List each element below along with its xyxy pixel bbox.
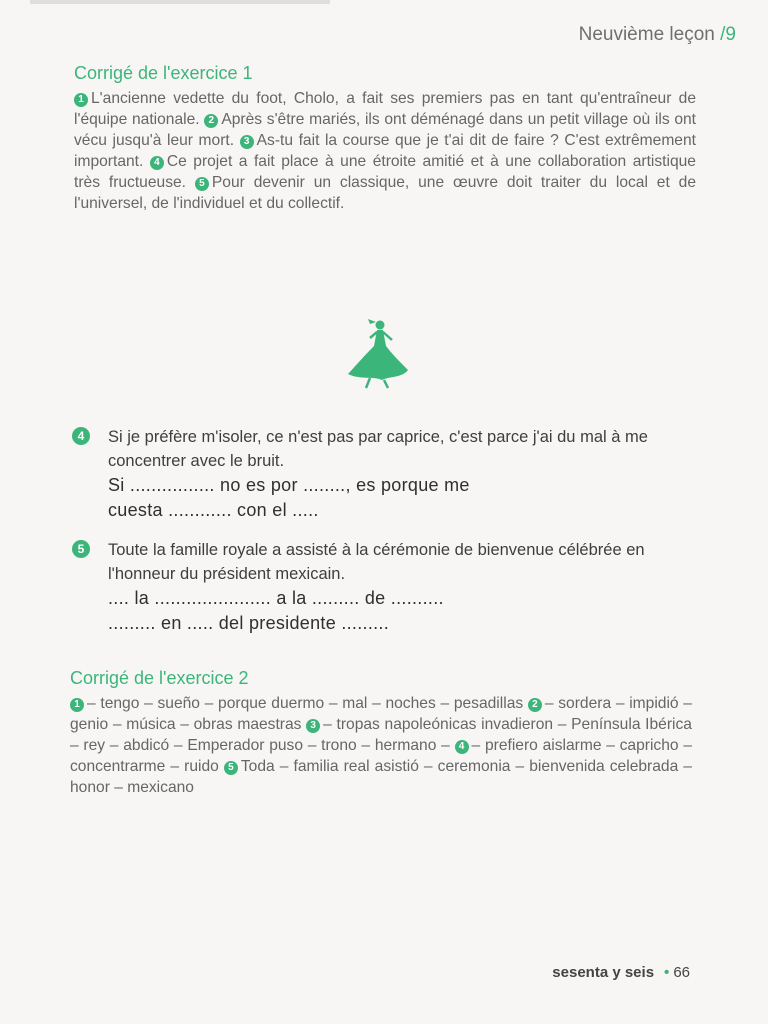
corrige-2-item: – tropas napoleónicas invadieron – Península Ibérica – rey – abdicó – Emperador puso – trono – hermano –	[70, 716, 692, 754]
item-number-badge: 5	[224, 761, 238, 775]
exercise-item-5	[72, 538, 702, 636]
exercise-prompt: Si je préfère m'isoler, ce n'est pas par caprice, c'est parce j'ai du mal à me concentrer avec le bruit.	[108, 428, 648, 470]
item-number-badge: 1	[70, 698, 84, 712]
corrige-2-item: Toda – familia real asistió – ceremonia – bienvenida celebrada – honor – mexicano	[70, 758, 692, 796]
page-edge-decoration	[30, 0, 330, 4]
answer-line: .... la ...................... a la ......... de ..........	[108, 588, 444, 608]
corrige-1-text	[74, 88, 696, 214]
corrige-1-title: Corrigé de l'exercice 1	[74, 63, 253, 83]
corrige-1-item: Après s'être mariés, ils ont déménagé dans un petit village où ils ont vécu jusqu'à leur mort.	[74, 111, 696, 149]
item-number-badge: 5	[195, 177, 209, 191]
corrige-1-item: As-tu fait la course que je t'ai dit de faire ? C'est extrêmement important.	[74, 132, 696, 170]
corrige-2-item: – prefiero aislarme – capricho – concentrarme – ruido	[70, 737, 692, 775]
corrige-2-text	[70, 693, 692, 798]
bullet-icon: •	[664, 964, 670, 981]
page-footer	[552, 964, 690, 981]
item-number-badge: 2	[204, 114, 218, 128]
item-number-badge: 1	[74, 93, 88, 107]
item-number-badge: 3	[306, 719, 320, 733]
exercise-number-badge: 4	[72, 427, 90, 445]
running-header	[579, 24, 736, 46]
answer-line: ......... en ..... del presidente .........	[108, 613, 390, 633]
page-number: 66	[673, 964, 690, 981]
item-number-badge: 3	[240, 135, 254, 149]
page-number-words: sesenta y seis	[552, 964, 655, 981]
lesson-slash: /	[720, 24, 726, 45]
lesson-title: Neuvième leçon	[578, 24, 715, 45]
exercise-prompt: Toute la famille royale a assisté à la cérémonie de bienvenue célébrée en l'honneur du président mexicain.	[108, 541, 645, 583]
answer-line: cuesta ............ con el .....	[108, 500, 319, 520]
item-number-badge: 4	[150, 156, 164, 170]
lesson-number: 9	[725, 24, 736, 45]
answer-line: Si ................ no es por ........, es porque me	[108, 475, 470, 495]
corrige-2-title: Corrigé de l'exercice 2	[70, 668, 249, 688]
exercise-item-4	[72, 425, 702, 523]
corrige-2-item: – sordera – impidió – genio – música – obras maestras	[70, 695, 692, 733]
item-number-badge: 2	[528, 698, 542, 712]
flamenco-dancer-illustration	[346, 318, 410, 390]
corrige-1-item: Ce projet a fait place à une étroite amitié et à une collaboration artistique très fructueuse.	[74, 153, 696, 191]
corrige-1-item: L'ancienne vedette du foot, Cholo, a fait ses premiers pas en tant qu'entraîneur de l'équipe nationale.	[74, 90, 696, 128]
corrige-2-item: – tengo – sueño – porque duermo – mal – noches – pesadillas	[87, 695, 524, 712]
exercise-number-badge: 5	[72, 540, 90, 558]
item-number-badge: 4	[455, 740, 469, 754]
corrige-1-item: Pour devenir un classique, une œuvre doit traiter du local et de l'universel, de l'individuel et du collectif.	[74, 174, 696, 212]
